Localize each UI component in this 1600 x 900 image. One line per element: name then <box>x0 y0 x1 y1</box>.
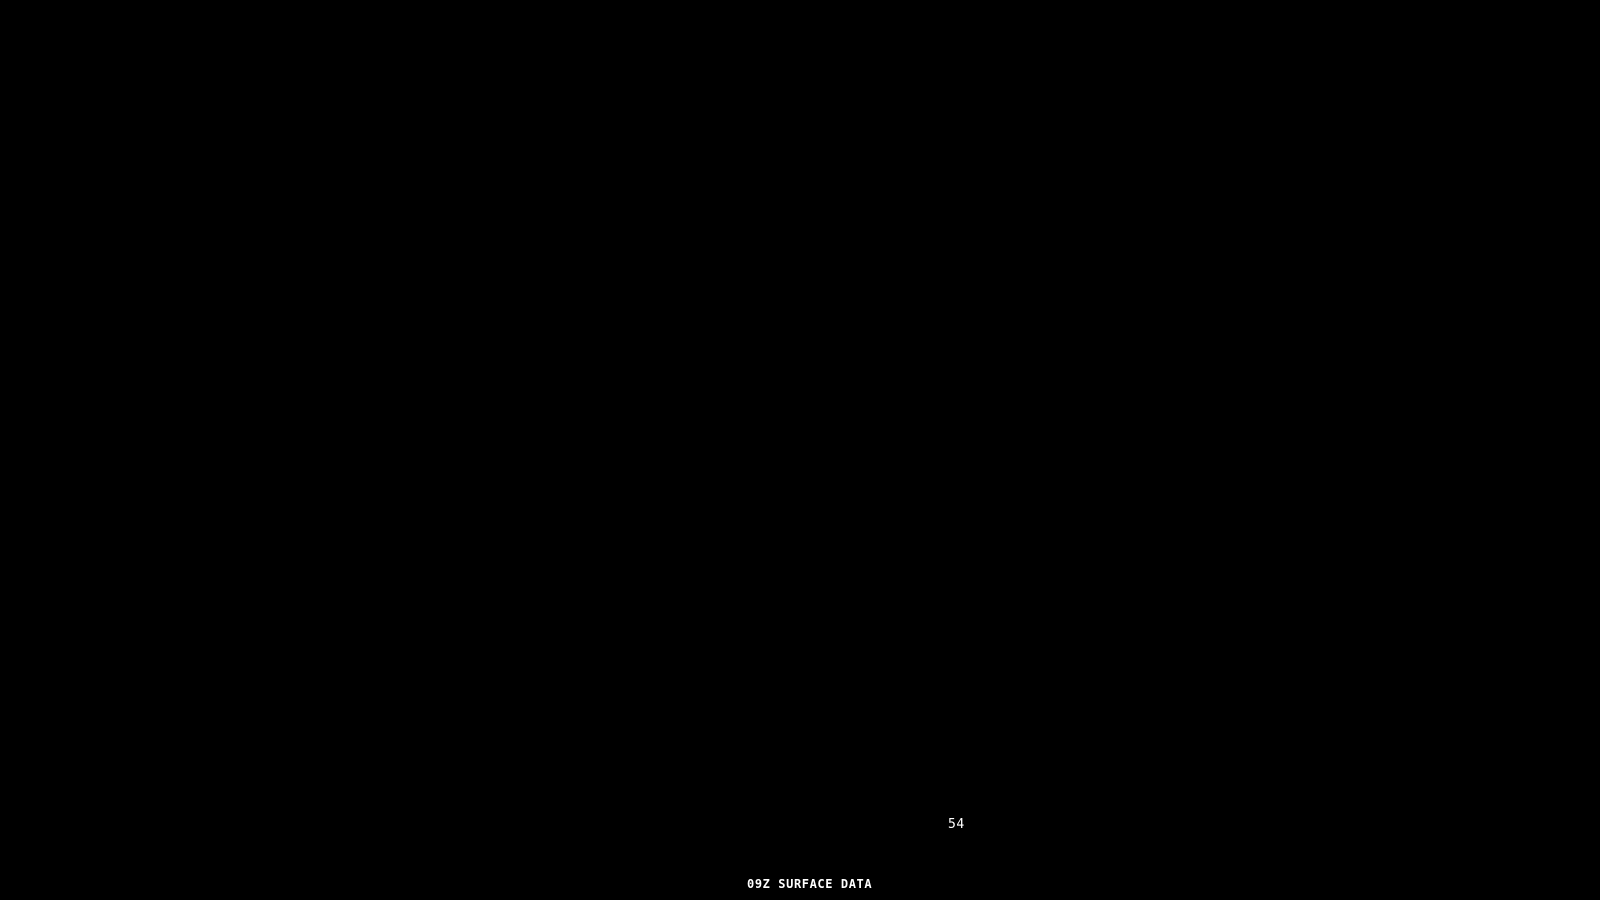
footer-time-label: 09Z SURFACE DATA <box>747 877 873 891</box>
station-data-value: 54 <box>948 817 965 832</box>
